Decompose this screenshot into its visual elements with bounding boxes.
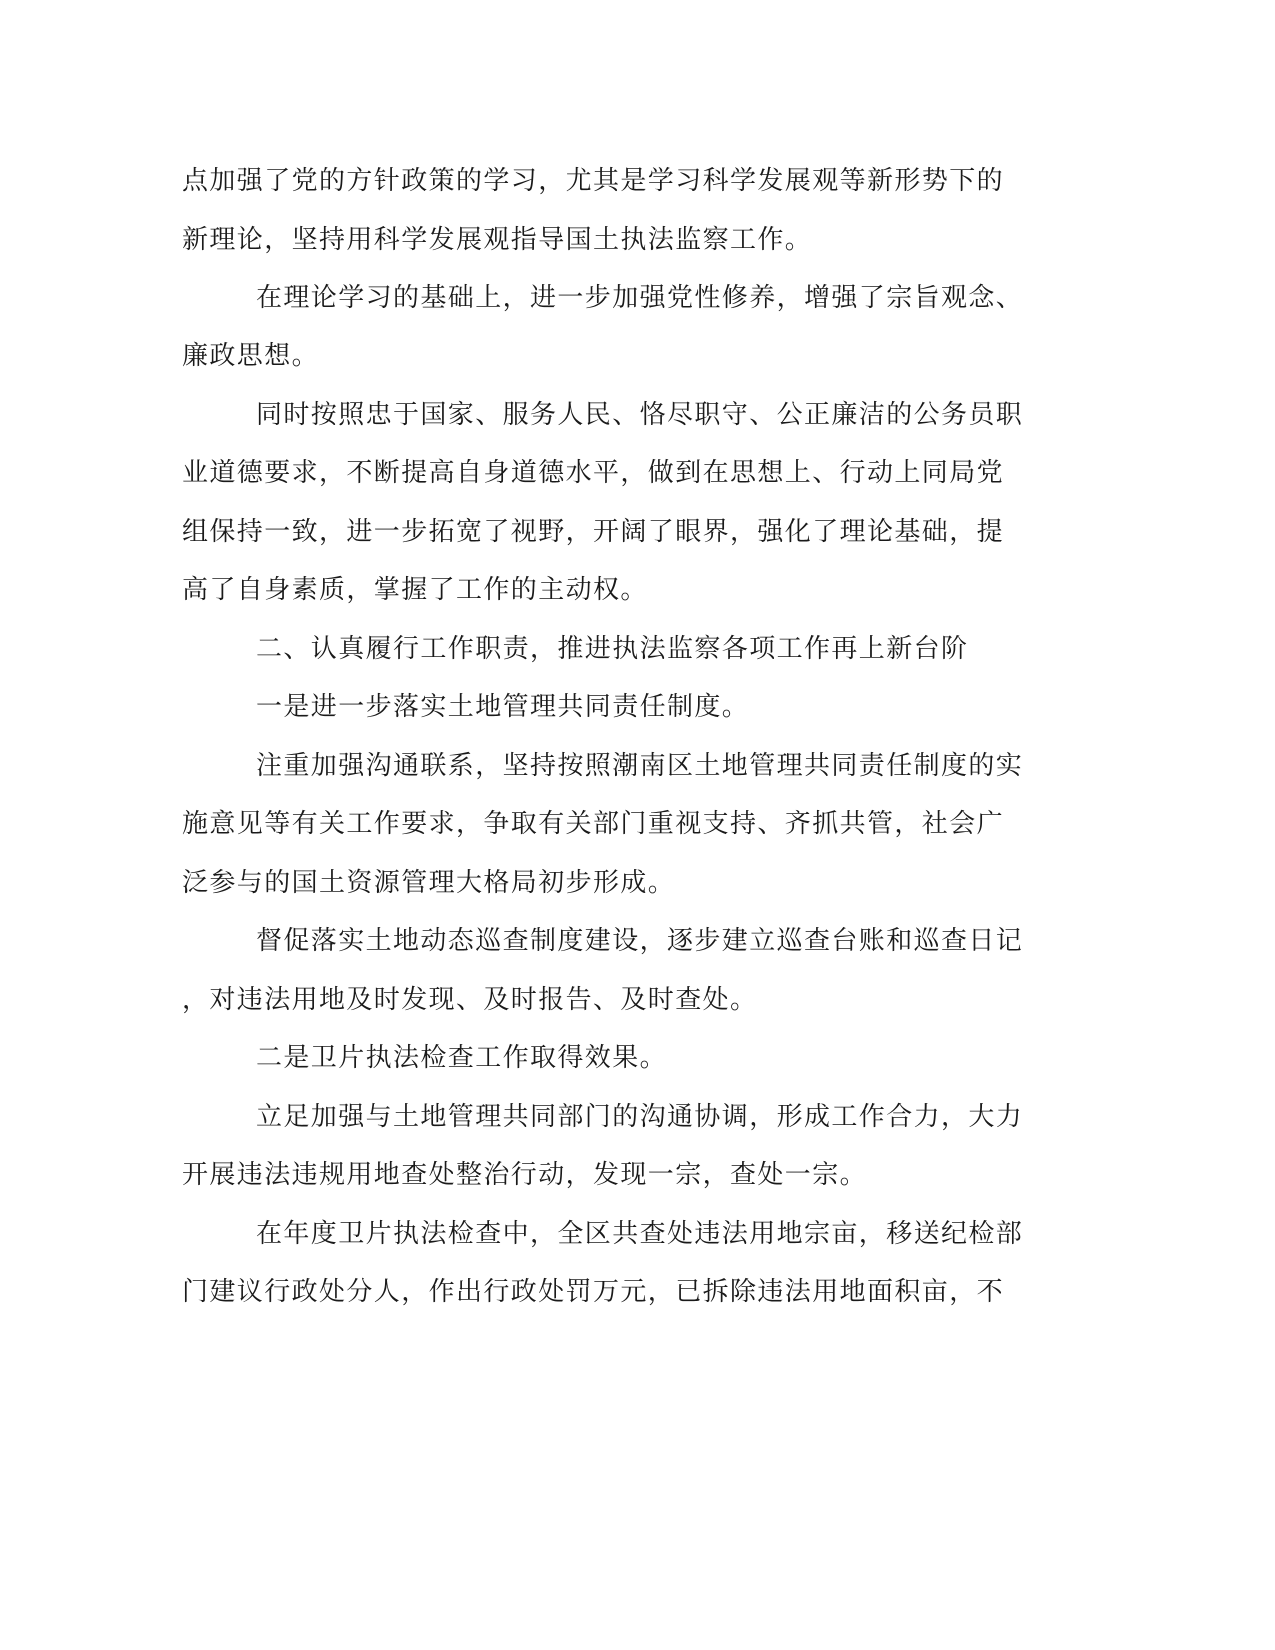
text-line: 施意见等有关工作要求，争取有关部门重视支持、齐抓共管，社会广 <box>182 809 1005 839</box>
paragraph-start-line: 同时按照忠于国家、服务人民、恪尽职守、公正廉洁的公务员职 <box>256 400 1024 430</box>
paragraph-start-line: 督促落实土地动态巡查制度建设，逐步建立巡查台账和巡查日记 <box>256 926 1024 956</box>
text-line: 高了自身素质，掌握了工作的主动权。 <box>182 575 648 605</box>
paragraph-start-line: 在年度卫片执法检查中，全区共查处违法用地宗亩，移送纪检部 <box>256 1219 1024 1249</box>
subsection-heading: 二是卫片执法检查工作取得效果。 <box>256 1043 668 1073</box>
text-line: 新理论，坚持用科学发展观指导国土执法监察工作。 <box>182 225 813 255</box>
text-line: 廉政思想。 <box>182 341 320 371</box>
text-line: 门建议行政处分人，作出行政处罚万元，已拆除违法用地面积亩，不 <box>182 1277 1005 1307</box>
paragraph-start-line: 在理论学习的基础上，进一步加强党性修养，增强了宗旨观念、 <box>256 283 1024 313</box>
text-line: 业道德要求，不断提高自身道德水平，做到在思想上、行动上同局党 <box>182 458 1005 488</box>
text-line: 开展违法违规用地查处整治行动，发现一宗，查处一宗。 <box>182 1160 868 1190</box>
text-line: 泛参与的国土资源管理大格局初步形成。 <box>182 868 676 898</box>
section-heading: 二、认真履行工作职责，推进执法监察各项工作再上新台阶 <box>256 634 969 664</box>
paragraph-start-line: 注重加强沟通联系，坚持按照潮南区土地管理共同责任制度的实 <box>256 751 1024 781</box>
text-line: 点加强了党的方针政策的学习，尤其是学习科学发展观等新形势下的 <box>182 166 1005 196</box>
paragraph-start-line: 立足加强与土地管理共同部门的沟通协调，形成工作合力，大力 <box>256 1102 1024 1132</box>
text-line: 组保持一致，进一步拓宽了视野，开阔了眼界，强化了理论基础，提 <box>182 517 1005 547</box>
subsection-heading: 一是进一步落实土地管理共同责任制度。 <box>256 692 750 722</box>
text-line: ，对违法用地及时发现、及时报告、及时查处。 <box>182 985 758 1015</box>
